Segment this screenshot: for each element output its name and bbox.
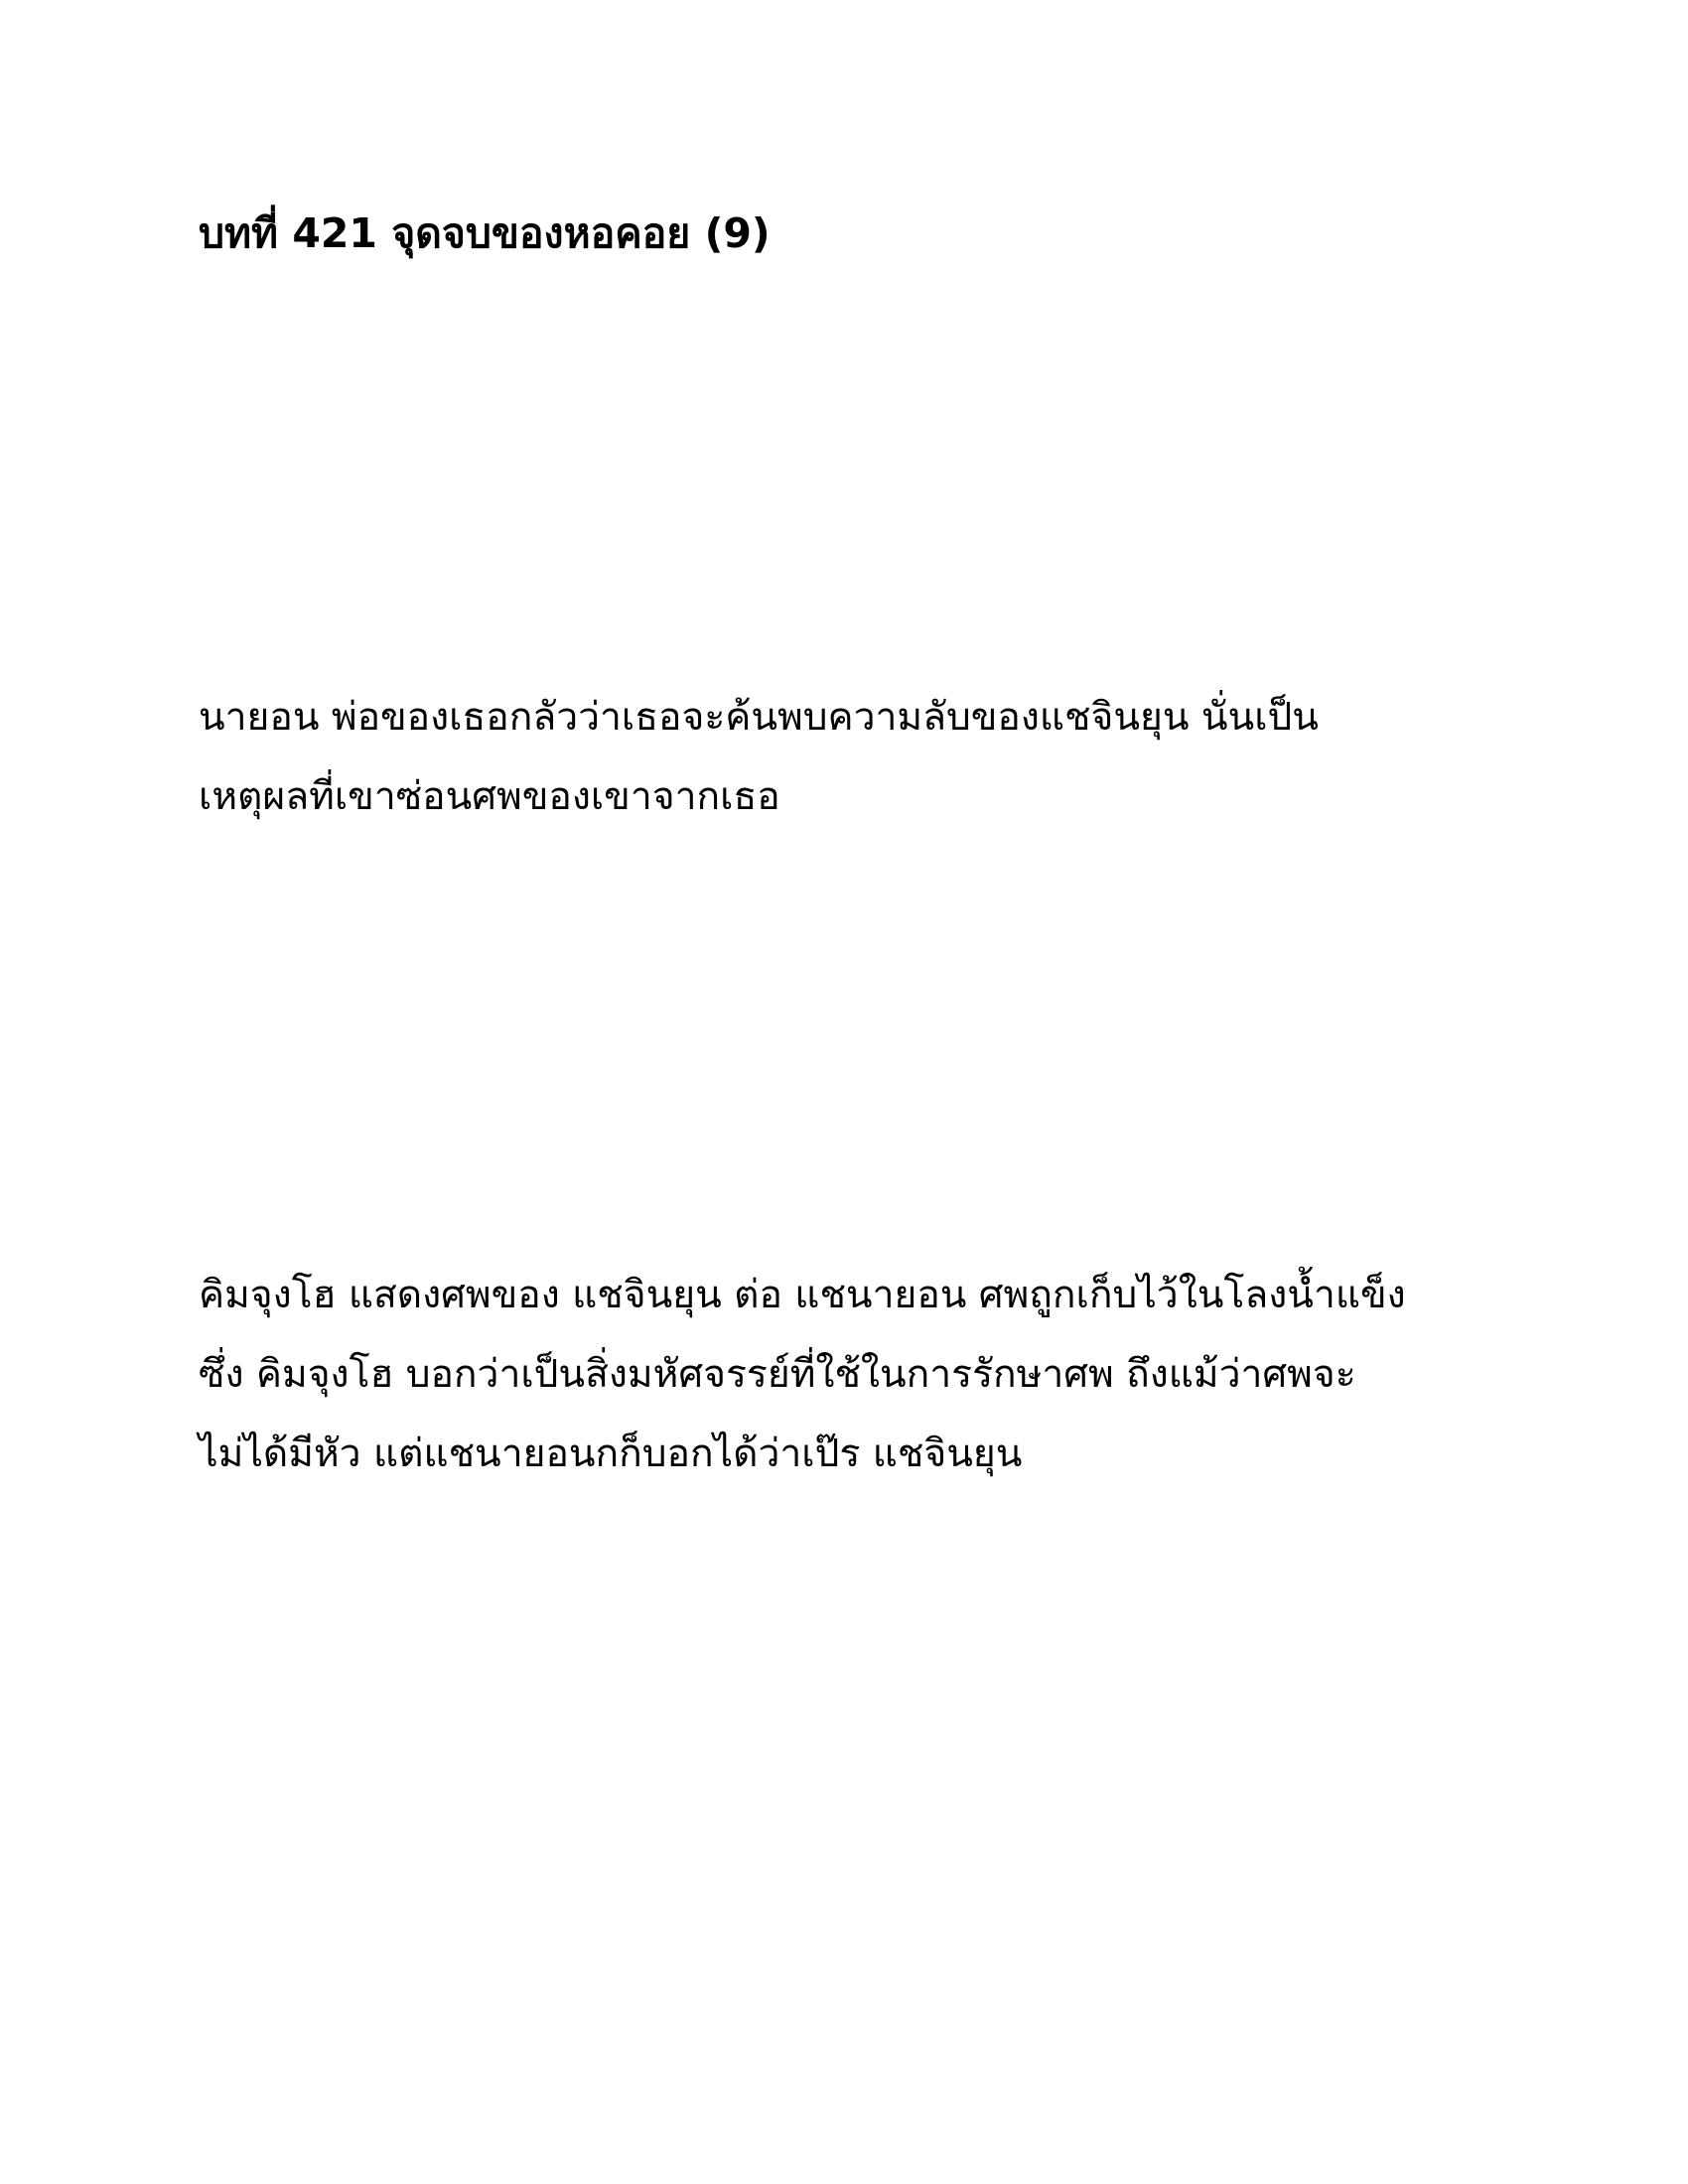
paragraph-2-line-3: ไม่ได้มีหัว แต่แชนายอนกก็บอกได้ว่าเป๊ร แชจินยุน	[199, 1432, 1023, 1476]
paragraph-2-line-2: ซึ่ง คิมจุงโฮ บอกว่าเป็นสิ่งมหัศจรรย์ที่ใช้ในการรักษาศพ ถึงแม้ว่าศพจะ	[199, 1352, 1356, 1397]
paragraph-2-line-1: คิมจุงโฮ แสดงศพของ แชจินยุน ต่อ แชนายอน ศพถูกเก็บไว้ในโลงน้ำแข็ง	[199, 1273, 1406, 1317]
paragraph-1-line-1: นายอน พ่อของเธอกลัวว่าเธอจะค้นพบความลับของแชจินยุน นั่นเป็น	[199, 695, 1319, 740]
paragraph-1-line-2: เหตุผลที่เขาซ่อนศพของเขาจากเธอ	[199, 774, 780, 819]
paragraph-2	[199, 1256, 1529, 1494]
paragraph-1	[199, 678, 1529, 837]
chapter-title: บทที่ 421 จุดจบของหอคอย (9)	[199, 209, 771, 257]
